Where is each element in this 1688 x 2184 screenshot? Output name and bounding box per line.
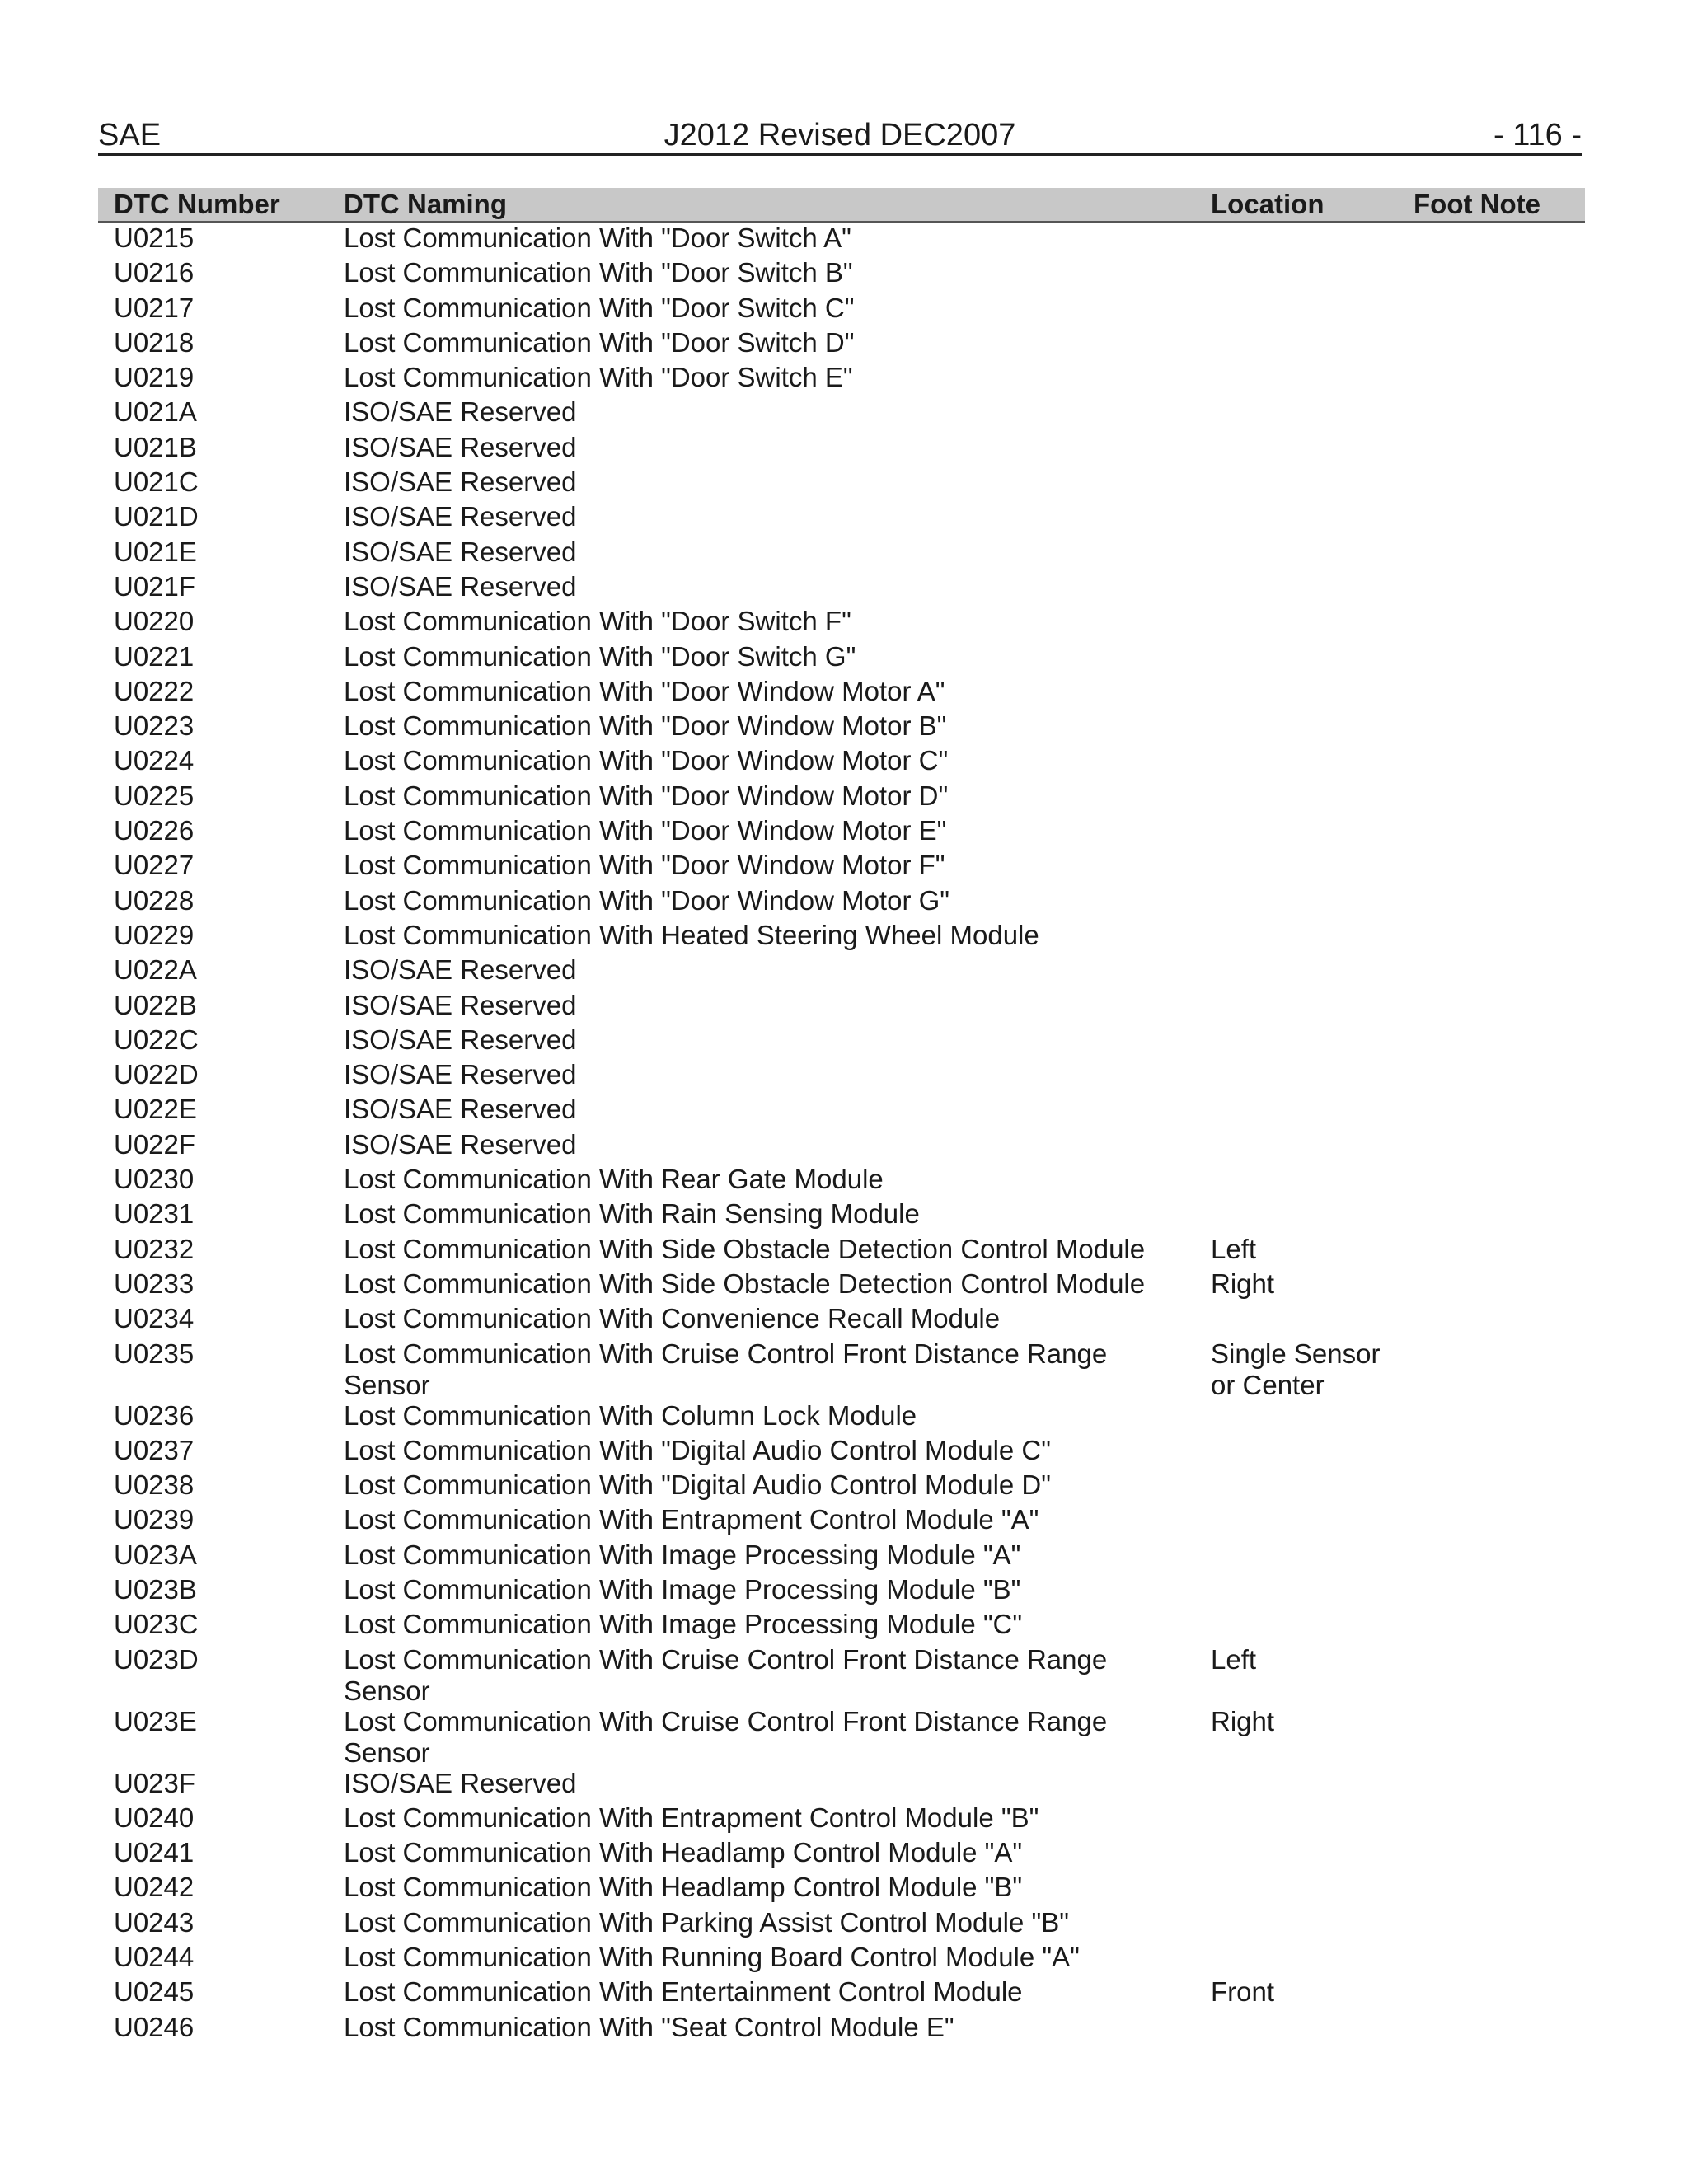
location-cell: Left <box>1211 1643 1257 1675</box>
dtc-naming-cell: Lost Communication With Cruise Control Front Distance Range Sensor <box>344 1338 1108 1400</box>
dtc-number-cell: U0234 <box>114 1303 195 1334</box>
table-row <box>98 1059 1585 1094</box>
table-row <box>98 1574 1585 1609</box>
dtc-number-cell: U0228 <box>114 884 195 916</box>
dtc-number-cell: U0222 <box>114 675 195 706</box>
dtc-naming-cell: Lost Communication With "Seat Control Module E" <box>344 2011 954 2042</box>
dtc-naming-cell: Lost Communication With Side Obstacle Detection Control Module <box>344 1268 1146 1299</box>
dtc-naming-cell: Lost Communication With "Door Window Motor A" <box>344 675 945 706</box>
dtc-number-cell: U0238 <box>114 1469 195 1501</box>
dtc-naming-cell: ISO/SAE Reserved <box>344 570 577 602</box>
dtc-naming-cell: Lost Communication With Rain Sensing Module <box>344 1198 920 1230</box>
dtc-number-cell: U022E <box>114 1094 197 1125</box>
dtc-naming-cell: Lost Communication With "Door Window Motor F" <box>344 850 945 881</box>
dtc-number-cell: U0239 <box>114 1504 195 1535</box>
dtc-naming-cell: Lost Communication With Entrapment Control Module "A" <box>344 1504 1039 1535</box>
table-row <box>98 537 1585 571</box>
dtc-number-cell: U0233 <box>114 1268 195 1299</box>
table-row <box>98 1469 1585 1504</box>
table-row <box>98 1872 1585 1906</box>
table-row <box>98 293 1585 327</box>
dtc-number-cell: U0220 <box>114 606 195 637</box>
dtc-number-cell: U0223 <box>114 710 195 742</box>
dtc-number-cell: U0230 <box>114 1164 195 1195</box>
column-header-foot-note: Foot Note <box>1414 189 1540 219</box>
dtc-naming-cell: ISO/SAE Reserved <box>344 501 577 532</box>
dtc-number-cell: U0218 <box>114 326 195 358</box>
dtc-naming-cell: Lost Communication With "Door Window Motor D" <box>344 780 949 811</box>
table-row <box>98 1907 1585 1942</box>
dtc-number-cell: U0243 <box>114 1906 195 1938</box>
table-row <box>98 1164 1585 1198</box>
dtc-naming-cell: ISO/SAE Reserved <box>344 536 577 567</box>
dtc-number-cell: U0221 <box>114 640 195 672</box>
dtc-number-cell: U021B <box>114 431 197 462</box>
location-cell: Front <box>1211 1976 1275 2008</box>
dtc-number-cell: U0244 <box>114 1942 195 1973</box>
column-header-dtc-number: DTC Number <box>114 189 280 219</box>
dtc-number-cell: U023C <box>114 1609 199 1640</box>
dtc-number-cell: U0245 <box>114 1976 195 2008</box>
dtc-naming-cell: Lost Communication With "Door Window Motor E" <box>344 815 947 846</box>
table-row <box>98 850 1585 884</box>
table-row <box>98 1504 1585 1539</box>
dtc-naming-cell: Lost Communication With Entrapment Control Module "B" <box>344 1802 1039 1833</box>
dtc-number-cell: U0237 <box>114 1434 195 1465</box>
location-cell: Left <box>1211 1233 1257 1264</box>
dtc-naming-cell: ISO/SAE Reserved <box>344 466 577 498</box>
dtc-number-cell: U0224 <box>114 745 195 776</box>
dtc-number-cell: U0246 <box>114 2011 195 2042</box>
table-row <box>98 1234 1585 1268</box>
dtc-naming-cell: Lost Communication With Rear Gate Module <box>344 1164 884 1195</box>
table-row <box>98 1802 1585 1837</box>
dtc-number-cell: U0227 <box>114 850 195 881</box>
table-row <box>98 641 1585 676</box>
dtc-number-cell: U021C <box>114 466 199 498</box>
dtc-number-cell: U023F <box>114 1767 196 1798</box>
dtc-naming-cell: Lost Communication With "Door Switch A" <box>344 223 851 253</box>
table-row <box>98 885 1585 920</box>
table-row <box>98 466 1585 501</box>
table-row <box>98 501 1585 536</box>
dtc-naming-cell: Lost Communication With Headlamp Control Module "B" <box>344 1872 1023 1903</box>
dtc-number-cell: U021D <box>114 501 199 532</box>
dtc-naming-cell: Lost Communication With Headlamp Control Module "A" <box>344 1837 1023 1868</box>
dtc-naming-cell: ISO/SAE Reserved <box>344 954 577 986</box>
dtc-naming-cell: Lost Communication With Entertainment Control Module <box>344 1976 1023 2008</box>
table-row <box>98 1540 1585 1574</box>
dtc-number-cell: U0217 <box>114 292 195 323</box>
column-header-location: Location <box>1211 189 1325 219</box>
dtc-naming-cell: Lost Communication With Side Obstacle Detection Control Module <box>344 1233 1146 1264</box>
table-row <box>98 1644 1585 1706</box>
dtc-naming-cell: Lost Communication With "Door Window Motor B" <box>344 710 947 742</box>
dtc-naming-cell: Lost Communication With Cruise Control Front Distance Range Sensor <box>344 1705 1108 1768</box>
dtc-number-cell: U022C <box>114 1024 199 1055</box>
table-row <box>98 1942 1585 1976</box>
dtc-naming-cell: Lost Communication With "Door Switch C" <box>344 292 855 323</box>
table-row <box>98 1837 1585 1872</box>
table-row <box>98 432 1585 466</box>
dtc-number-cell: U022D <box>114 1059 199 1090</box>
table-row <box>98 1400 1585 1435</box>
dtc-naming-cell: Lost Communication With "Door Switch E" <box>344 362 853 393</box>
location-cell: Right <box>1211 1705 1275 1736</box>
location-cell: Right <box>1211 1268 1275 1299</box>
dtc-naming-cell: Lost Communication With "Digital Audio Control Module D" <box>344 1469 1051 1501</box>
table-row <box>98 990 1585 1024</box>
dtc-naming-cell: Lost Communication With Parking Assist Control Module "B" <box>344 1906 1069 1938</box>
dtc-naming-cell: ISO/SAE Reserved <box>344 431 577 462</box>
dtc-naming-cell: Lost Communication With Image Processing Module "B" <box>344 1573 1021 1605</box>
table-row <box>98 1976 1585 2011</box>
dtc-number-cell: U021A <box>114 396 197 428</box>
dtc-number-cell: U0215 <box>114 223 195 253</box>
dtc-naming-cell: Lost Communication With "Door Switch F" <box>344 606 851 637</box>
dtc-number-cell: U0225 <box>114 780 195 811</box>
table-row <box>98 1129 1585 1164</box>
table-row <box>98 1609 1585 1643</box>
dtc-number-cell: U0232 <box>114 1233 195 1264</box>
dtc-naming-cell: Lost Communication With Heated Steering Wheel Module <box>344 919 1039 950</box>
page-header <box>98 115 1582 156</box>
header-doc-title: J2012 Revised DEC2007 <box>663 118 1016 152</box>
dtc-naming-cell: ISO/SAE Reserved <box>344 1024 577 1055</box>
table-row <box>98 396 1585 431</box>
dtc-naming-cell: Lost Communication With "Door Window Motor C" <box>344 745 949 776</box>
dtc-number-cell: U021E <box>114 536 197 567</box>
dtc-number-cell: U023E <box>114 1705 197 1736</box>
dtc-naming-cell: ISO/SAE Reserved <box>344 989 577 1020</box>
dtc-number-cell: U0235 <box>114 1338 195 1369</box>
table-row <box>98 1268 1585 1303</box>
dtc-naming-cell: ISO/SAE Reserved <box>344 1094 577 1125</box>
table-row <box>98 1706 1585 1768</box>
header-org: SAE <box>98 118 162 152</box>
dtc-naming-cell: Lost Communication With Image Processing Module "A" <box>344 1539 1021 1570</box>
dtc-naming-cell: Lost Communication With Column Lock Module <box>344 1399 917 1431</box>
dtc-number-cell: U0216 <box>114 257 195 288</box>
column-header-dtc-naming: DTC Naming <box>344 189 507 219</box>
table-header <box>98 188 1585 223</box>
header-page-number: - 116 - <box>1493 118 1582 152</box>
table-row <box>98 676 1585 710</box>
dtc-naming-cell: Lost Communication With Running Board Control Module "A" <box>344 1942 1080 1973</box>
dtc-number-cell: U0219 <box>114 362 195 393</box>
table-row <box>98 710 1585 745</box>
table-row <box>98 257 1585 292</box>
dtc-naming-cell: Lost Communication With Image Processing Module "C" <box>344 1609 1023 1640</box>
dtc-naming-cell: Lost Communication With "Door Switch G" <box>344 640 856 672</box>
location-cell: Single Sensor or Center <box>1211 1338 1381 1400</box>
dtc-number-cell: U0226 <box>114 815 195 846</box>
dtc-number-cell: U022A <box>114 954 197 986</box>
table-row <box>98 1198 1585 1233</box>
dtc-naming-cell: Lost Communication With "Door Switch D" <box>344 326 855 358</box>
dtc-naming-cell: ISO/SAE Reserved <box>344 1128 577 1160</box>
table-row <box>98 2012 1585 2046</box>
table-row <box>98 954 1585 989</box>
table-row <box>98 1094 1585 1128</box>
dtc-naming-cell: ISO/SAE Reserved <box>344 1059 577 1090</box>
dtc-naming-cell: Lost Communication With "Door Window Motor G" <box>344 884 950 916</box>
dtc-number-cell: U023D <box>114 1643 199 1675</box>
dtc-number-cell: U023B <box>114 1573 197 1605</box>
table-row <box>98 920 1585 954</box>
dtc-number-cell: U022F <box>114 1128 196 1160</box>
dtc-naming-cell: Lost Communication With Convenience Recall Module <box>344 1303 1001 1334</box>
dtc-naming-cell: ISO/SAE Reserved <box>344 396 577 428</box>
dtc-naming-cell: Lost Communication With Cruise Control Front Distance Range Sensor <box>344 1643 1108 1706</box>
table-row <box>98 1768 1585 1802</box>
table-row <box>98 780 1585 815</box>
dtc-number-cell: U0236 <box>114 1399 195 1431</box>
table-row <box>98 327 1585 362</box>
table-row <box>98 745 1585 780</box>
dtc-number-cell: U023A <box>114 1539 197 1570</box>
table-row <box>98 1303 1585 1338</box>
table-row <box>98 1024 1585 1059</box>
table-row <box>98 606 1585 640</box>
table-row <box>98 1338 1585 1400</box>
dtc-table-body <box>98 223 1585 2046</box>
dtc-number-cell: U0240 <box>114 1802 195 1833</box>
dtc-naming-cell: Lost Communication With "Digital Audio Control Module C" <box>344 1434 1051 1465</box>
dtc-number-cell: U0242 <box>114 1872 195 1903</box>
table-row <box>98 815 1585 850</box>
table-row <box>98 571 1585 606</box>
dtc-naming-cell: Lost Communication With "Door Switch B" <box>344 257 853 288</box>
dtc-number-cell: U0231 <box>114 1198 195 1230</box>
table-row <box>98 362 1585 396</box>
dtc-naming-cell: ISO/SAE Reserved <box>344 1767 577 1798</box>
dtc-number-cell: U021F <box>114 570 196 602</box>
dtc-number-cell: U0241 <box>114 1837 195 1868</box>
dtc-number-cell: U0229 <box>114 919 195 950</box>
dtc-number-cell: U022B <box>114 989 197 1020</box>
table-row <box>98 223 1585 257</box>
table-row <box>98 1435 1585 1469</box>
